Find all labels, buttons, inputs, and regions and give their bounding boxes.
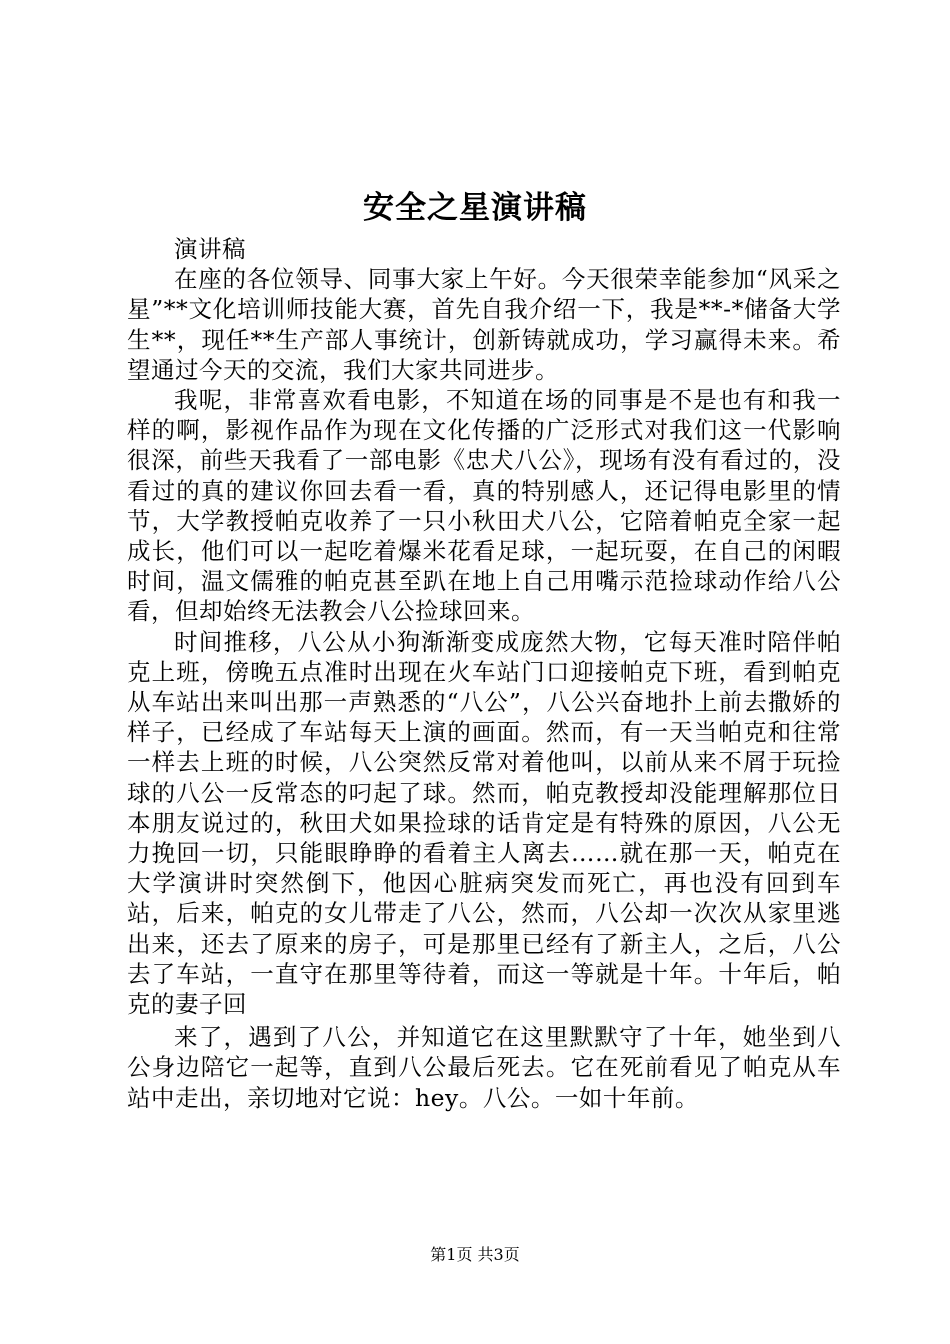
- document-body: [127, 234, 841, 1113]
- paragraph-ending: 来了，遇到了八公，并知道它在这里默默守了十年，她坐到八公身边陪它一起等，直到八公最后死去。它在死前看见了帕克从车站中走出，亲切地对它说：hey。八公。一如十年前。: [127, 1023, 841, 1112]
- document-title: 安全之星演讲稿: [363, 190, 587, 226]
- paragraph-intro: 在座的各位领导、同事大家上午好。今天很荣幸能参加“风采之星”**文化培训师技能大赛，首先自我介绍一下，我是**-*储备大学生**，现任**生产部人事统计，创新铸就成功，学习赢得未来。希望通过今天的交流，我们大家共同进步。: [127, 265, 841, 384]
- paragraph-story: 时间推移，八公从小狗渐渐变成庞然大物，它每天准时陪伴帕克上班，傍晚五点准时出现在火车站门口迎接帕克下班，看到帕克从车站出来叫出那一声熟悉的“八公”，八公兴奋地扑上前去撒娇的样子，已经成了车站每天上演的画面。然而，有一天当帕克和往常一样去上班的时候，八公突然反常对着他叫，以前从来不屑于玩捡球的八公一反常态的叼起了球。然而，帕克教授却没能理解那位日本朋友说过的，秋田犬如果捡球的话肯定是有特殊的原因，八公无力挽回一切，只能眼睁睁的看着主人离去……就在那一天，帕克在大学演讲时突然倒下，他因心脏病突发而死亡，再也没有回到车站，后来，帕克的女儿带走了八公，然而，八公却一次次从家里逃出来，还去了原来的房子，可是那里已经有了新主人，之后，八公去了车站，一直守在那里等待着，而这一等就是十年。十年后，帕克的妻子回: [127, 627, 841, 1019]
- page-number-footer: 第1页 共3页: [430, 1245, 520, 1264]
- paragraph-movie: 我呢，非常喜欢看电影，不知道在场的同事是不是也有和我一样的啊，影视作品作为现在文化传播的广泛形式对我们这一代影响很深，前些天我看了一部电影《忠犬八公》，现场有没有看过的，没看过的真的建议你回去看一看，真的特别感人，还记得电影里的情节，大学教授帕克收养了一只小秋田犬八公，它陪着帕克全家一起成长，他们可以一起吃着爆米花看足球，一起玩耍，在自己的闲暇时间，温文儒雅的帕克甚至趴在地上自己用嘴示范捡球动作给八公看，但却始终无法教会八公捡球回来。: [127, 386, 841, 626]
- paragraph-label: 演讲稿: [174, 235, 246, 263]
